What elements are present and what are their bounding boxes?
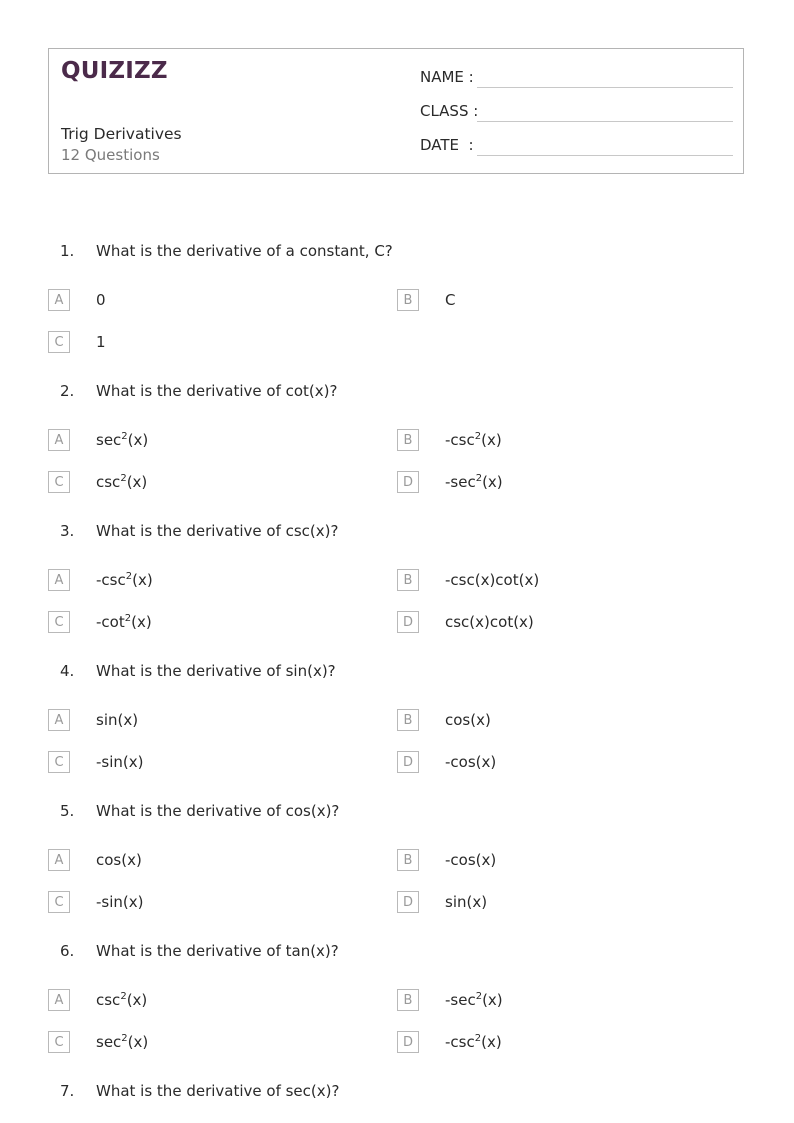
option-letter[interactable]: D (397, 1031, 419, 1053)
exponent: 2 (474, 1033, 482, 1044)
date-label: DATE : (420, 136, 474, 154)
option-letter[interactable]: B (397, 569, 419, 591)
option-text: -cos(x) (445, 753, 497, 771)
exponent: 2 (125, 571, 133, 582)
option-text: 0 (96, 291, 106, 309)
option-letter[interactable]: D (397, 891, 419, 913)
question-text: What is the derivative of csc(x)? (96, 522, 339, 540)
option-letter[interactable]: C (48, 471, 70, 493)
option-text: csc(x)cot(x) (445, 613, 534, 631)
option-letter[interactable]: B (397, 709, 419, 731)
option-text: sin(x) (96, 711, 139, 729)
exponent: 2 (120, 991, 127, 1002)
class-line (477, 121, 733, 122)
option-text: sin(x) (445, 893, 488, 911)
worksheet-header (48, 48, 744, 174)
option-letter[interactable]: D (397, 751, 419, 773)
option-letter[interactable]: C (48, 891, 70, 913)
option-letter[interactable]: B (397, 429, 419, 451)
exponent: 2 (475, 991, 483, 1002)
option-letter[interactable]: A (48, 709, 70, 731)
option-letter[interactable]: B (397, 849, 419, 871)
name-line (477, 87, 733, 88)
option-letter[interactable]: A (48, 289, 70, 311)
option-text: $-\sec^2(x)$ (445, 991, 503, 1009)
option-letter[interactable]: B (397, 289, 419, 311)
option-letter[interactable]: D (397, 471, 419, 493)
option-text: $-\csc^2(x)$ (96, 571, 153, 589)
question-number: 2. (60, 382, 75, 400)
quizizz-logo: QUIZIZZ (61, 58, 168, 84)
option-text: $-\csc^2(x)$ (445, 1033, 502, 1051)
option-letter[interactable]: C (48, 611, 70, 633)
exponent: 2 (124, 613, 132, 624)
option-text: $\csc^2(x)$ (96, 991, 148, 1009)
name-field[interactable] (420, 66, 733, 88)
name-label: NAME : (420, 68, 474, 86)
option-text: -sin(x) (96, 753, 144, 771)
question-text: What is the derivative of a constant, C? (96, 242, 393, 260)
option-text: -cos(x) (445, 851, 497, 869)
question-text: What is the derivative of cot(x)? (96, 382, 338, 400)
option-letter[interactable]: C (48, 331, 70, 353)
question-text: What is the derivative of sin(x)? (96, 662, 336, 680)
option-letter[interactable]: D (397, 611, 419, 633)
option-text: $\sec^2(x)$ (96, 431, 149, 449)
option-text: 1 (96, 333, 106, 351)
option-text: C (445, 291, 456, 309)
date-line (477, 155, 733, 156)
question-number: 3. (60, 522, 75, 540)
option-letter[interactable]: B (397, 989, 419, 1011)
question-count: 12 Questions (61, 146, 160, 164)
option-text: cos(x) (96, 851, 142, 869)
option-text: $\sec^2(x)$ (96, 1033, 149, 1051)
exponent: 2 (120, 473, 127, 484)
option-letter[interactable]: C (48, 751, 70, 773)
option-text: cos(x) (445, 711, 491, 729)
option-text: $-\sec^2(x)$ (445, 473, 503, 491)
option-text: $\csc^2(x)$ (96, 473, 148, 491)
question-number: 1. (60, 242, 75, 260)
question-number: 4. (60, 662, 75, 680)
question-number: 5. (60, 802, 75, 820)
class-field[interactable] (420, 100, 733, 122)
date-field[interactable] (420, 134, 733, 156)
worksheet-title: Trig Derivatives (61, 125, 182, 143)
option-text: -csc(x)cot(x) (445, 571, 540, 589)
question-number: 7. (60, 1082, 75, 1100)
question-text: What is the derivative of tan(x)? (96, 942, 339, 960)
exponent: 2 (121, 431, 128, 442)
exponent: 2 (474, 431, 482, 442)
question-text: What is the derivative of cos(x)? (96, 802, 340, 820)
option-letter[interactable]: A (48, 569, 70, 591)
option-text: $-\cot^2(x)$ (96, 613, 152, 631)
option-letter[interactable]: A (48, 989, 70, 1011)
exponent: 2 (475, 473, 483, 484)
question-text: What is the derivative of sec(x)? (96, 1082, 340, 1100)
exponent: 2 (121, 1033, 128, 1044)
option-text: $-\csc^2(x)$ (445, 431, 502, 449)
option-letter[interactable]: A (48, 429, 70, 451)
option-letter[interactable]: A (48, 849, 70, 871)
option-letter[interactable]: C (48, 1031, 70, 1053)
option-text: -sin(x) (96, 893, 144, 911)
question-number: 6. (60, 942, 75, 960)
class-label: CLASS : (420, 102, 479, 120)
